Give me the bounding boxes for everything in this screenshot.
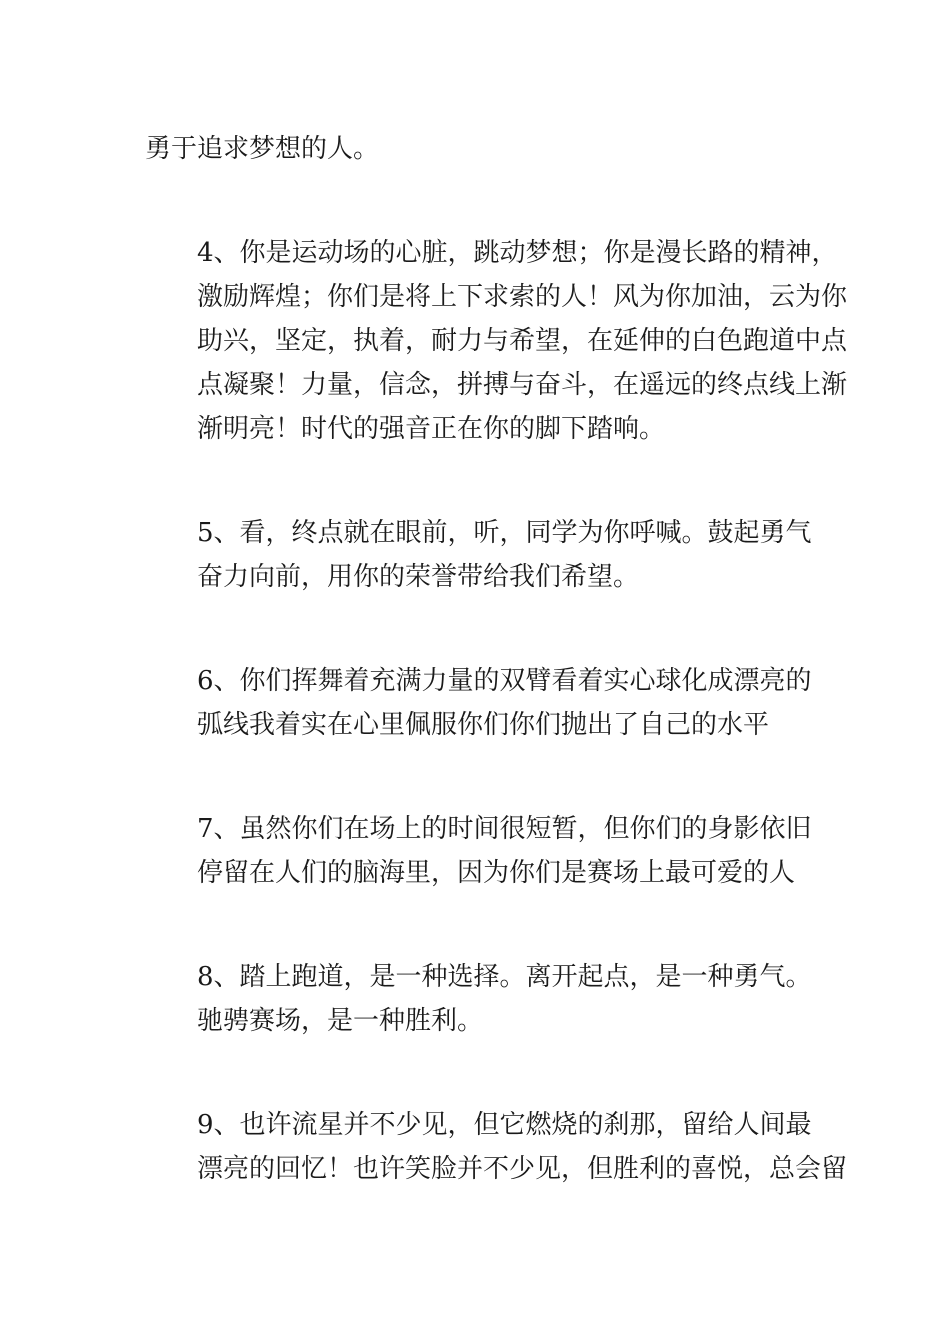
text-line: 漂亮的回忆！也许笑脸并不少见，但胜利的喜悦，总会留 — [197, 1154, 848, 1184]
text-line: 奋力向前，用你的荣誉带给我们希望。 — [197, 562, 640, 592]
document-body — [145, 127, 848, 1191]
text-line: 弧线我着实在心里佩服你们你们抛出了自己的水平 — [197, 710, 770, 740]
paragraph-item-5 — [145, 511, 835, 599]
paragraph-item-8 — [145, 955, 835, 1043]
paragraph-item-7 — [145, 807, 835, 895]
text-line: 9、也许流星并不少见，但它燃烧的刹那，留给人间最 — [197, 1110, 812, 1140]
text-line: 停留在人们的脑海里，因为你们是赛场上最可爱的人 — [197, 858, 796, 888]
text-line: 6、你们挥舞着充满力量的双臂看着实心球化成漂亮的 — [197, 666, 812, 696]
text-line: 激励辉煌；你们是将上下求索的人！风为你加油，云为你 — [197, 282, 848, 312]
text-line: 渐明亮！时代的强音正在你的脚下踏响。 — [197, 414, 666, 444]
text-line: 驰骋赛场，是一种胜利。 — [197, 1006, 484, 1036]
paragraph-item-6 — [145, 659, 835, 747]
paragraph-item-9 — [145, 1103, 848, 1191]
text-line: 7、虽然你们在场上的时间很短暂，但你们的身影依旧 — [197, 814, 812, 844]
paragraph-item-4 — [145, 231, 848, 451]
text-line: 5、看，终点就在眼前，听，同学为你呼喊。鼓起勇气 — [197, 518, 812, 548]
text-line: 勇于追求梦想的人。 — [145, 134, 380, 164]
text-line: 助兴，坚定，执着，耐力与希望，在延伸的白色跑道中点 — [197, 326, 848, 356]
text-line: 4、你是运动场的心脏，跳动梦想；你是漫长路的精神， — [197, 238, 838, 268]
paragraph-continuation — [145, 127, 835, 171]
text-line: 点凝聚！力量，信念，拼搏与奋斗，在遥远的终点线上渐 — [197, 370, 848, 400]
text-line: 8、踏上跑道，是一种选择。离开起点，是一种勇气。 — [197, 962, 812, 992]
